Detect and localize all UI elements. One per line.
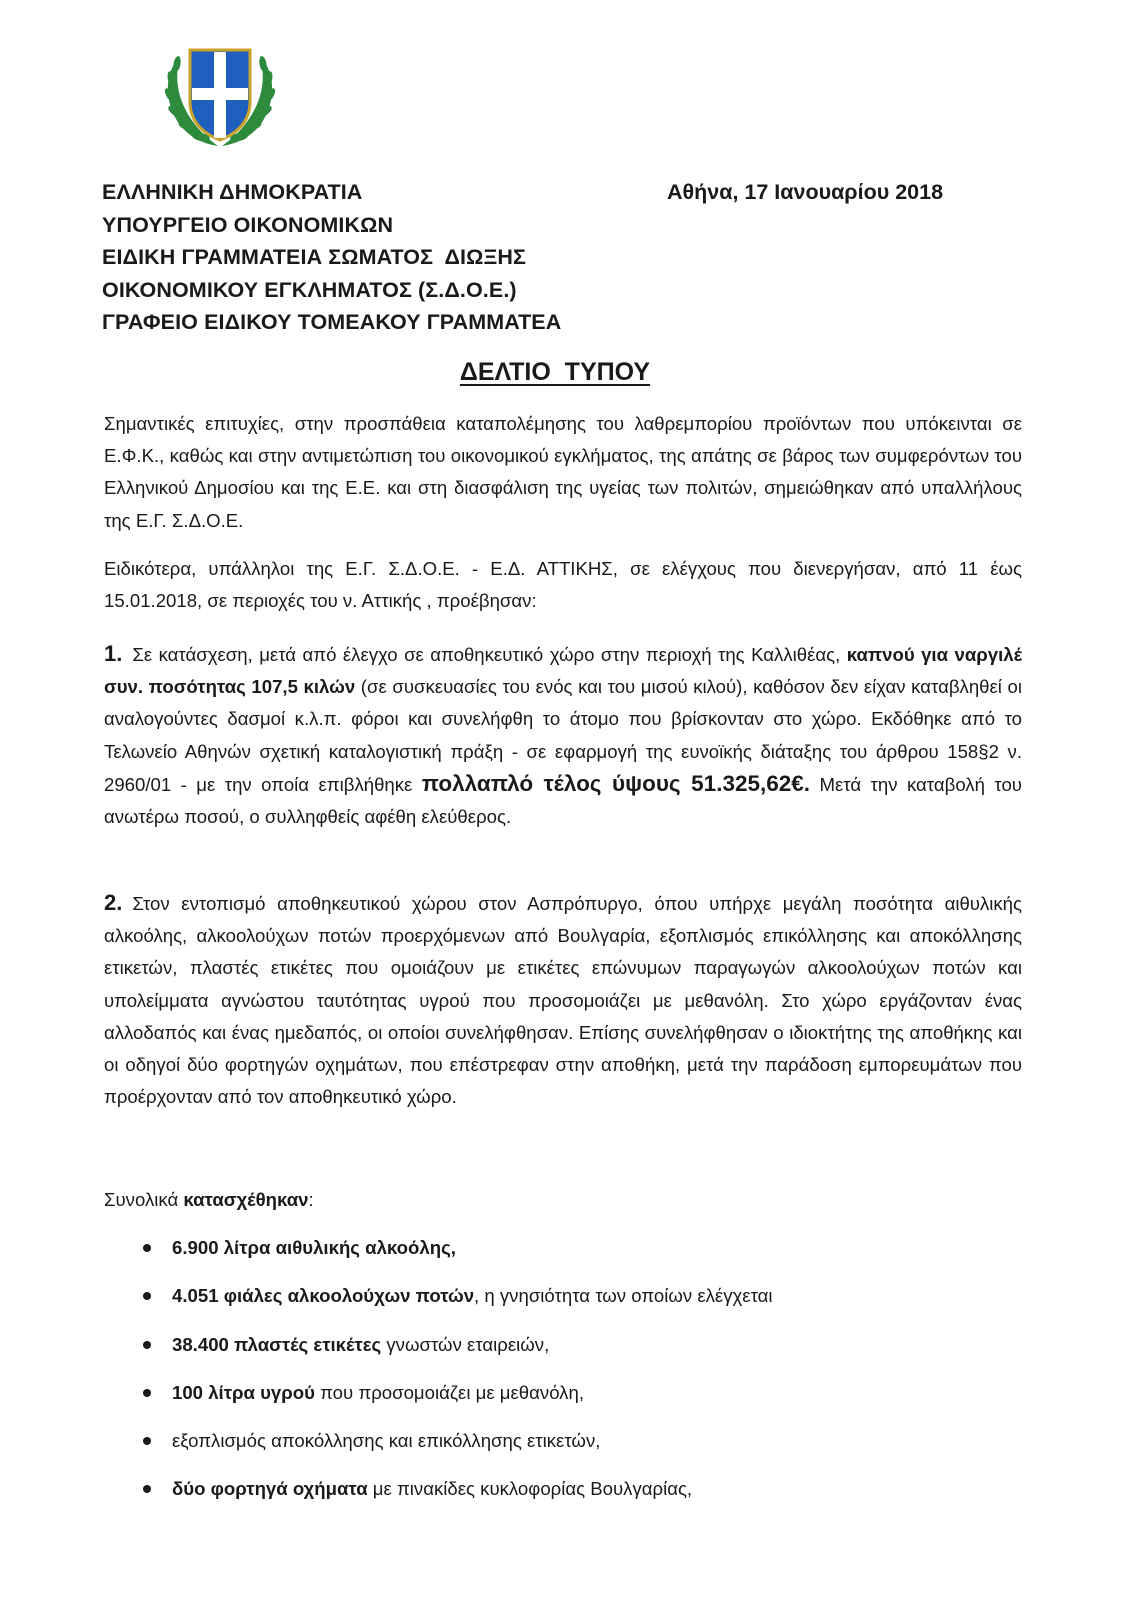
list-item-text: , η γνησιότητα των οποίων ελέγχεται — [474, 1285, 773, 1307]
item-2-text: Στον εντοπισμό αποθηκευτικού χώρου στον Ασπρόπυργο, όπου υπήρχε μεγάλη ποσότητα αιθυλικής αλκοόλης, αλκοολούχων ποτών προερχόμενων από Βουλγαρία, εξοπλισμός επικόλλησης και αποκόλλησης ετικετών, πλαστές ετικέτες που ομοιάζουν με ετικέτες επώνυμων παραγωγών αλκοολούχων ποτών και υπολείμματα αγνώστου ταυτότητας υγρού που προσομοιάζει με μεθανόλη. Στο χώρο εργάζονταν ένας αλλοδαπός και ένας ημεδαπός, οι οποίοι συνελήφθησαν. Επίσης συνελήφθησαν ο ιδιοκτήτης της αποθήκης και οι οδηγοί δύο φορτηγών οχημάτων, που επέστρεφαν στην αποθήκη, μετά την παράδοση εμπορευμάτων που προέρχονταν από τον αποθηκευτικό χώρο. — [104, 893, 1022, 1108]
hellenic-republic-emblem-icon — [160, 40, 280, 152]
bullet-icon — [143, 1485, 151, 1493]
list-item-bold: 4.051 φιάλες αλκοολούχων ποτών — [172, 1285, 475, 1307]
item-1-text-a: Σε κατάσχεση, μετά από έλεγχο σε αποθηκευτικό χώρο στην περιοχή της Καλλιθέας, — [132, 644, 847, 665]
bullet-icon — [143, 1437, 151, 1445]
bullet-icon — [143, 1292, 151, 1300]
list-item-text: γνωστών εταιρειών, — [381, 1333, 550, 1355]
specifics-paragraph: Ειδικότερα, υπάλληλοι της Ε.Γ. Σ.Δ.Ο.Ε. - Ε.Δ. ΑΤΤΙΚΗΣ, σε ελέγχους που διενεργήσαν, από 11 έως 15.01.2018, σε περιοχές του ν. Αττικής , προέβησαν: — [104, 558, 1022, 612]
item-1-text-c: Μετά την καταβολή του ανωτέρω ποσού, ο συλληφθείς αφέθη ελεύθερος. — [104, 773, 1022, 828]
summary-line — [104, 1184, 314, 1216]
item-1-number: 1. — [104, 641, 123, 666]
list-item — [143, 1280, 773, 1328]
seized-items-list — [143, 1232, 773, 1522]
authority-line-2: ΥΠΟΥΡΓΕΙΟ ΟΙΚΟΝΟΜΙΚΩΝ — [102, 212, 394, 237]
bullet-icon — [143, 1341, 151, 1349]
list-item — [143, 1425, 773, 1473]
item-1-text-b: (σε συσκευασίες του ενός και του μισού κιλού), καθόσον δεν είχαν καταβληθεί οι αναλογούντες δασμοί κ.λ.π. φόροι και συνελήφθη το άτομο που βρίσκονταν στο χώρο. Εκδόθηκε από το Τελωνείο Αθηνών σχετική καταλογιστική πράξη - σε εφαρμογή της ευνοϊκής διάταξης του άρθρου 158§2 ν. 2960/01 - με την οποία επιβλήθηκε — [104, 676, 1022, 795]
document-date: Αθήνα, 17 Ιανουαρίου 2018 — [667, 180, 944, 204]
list-item-bold: δύο φορτηγά οχήματα — [172, 1478, 368, 1500]
authority-line-5: ΓΡΑΦΕΙΟ ΕΙΔΙΚΟΥ ΤΟΜΕΑΚΟΥ ΓΡΑΜΜΑΤΕΑ — [102, 310, 562, 334]
item-1-paragraph — [104, 638, 1022, 833]
list-item-text: εξοπλισμός αποκόλλησης και επικόλλησης ετικετών, — [172, 1430, 601, 1452]
item-2-number: 2. — [104, 890, 123, 915]
list-item-bold: 38.400 πλαστές ετικέτες — [172, 1333, 382, 1355]
bullet-icon — [143, 1389, 151, 1397]
bullet-icon — [143, 1244, 151, 1252]
list-item — [143, 1329, 773, 1377]
item-2-paragraph — [104, 887, 1022, 1113]
list-item-bold: 100 λίτρα υγρού — [172, 1381, 315, 1403]
authority-line-4: ΟΙΚΟΝΟΜΙΚΟΥ ΕΓΚΛΗΜΑΤΟΣ (Σ.Δ.Ο.Ε.) — [102, 277, 517, 302]
summary-suffix: : — [308, 1189, 314, 1210]
authority-line-3: ΕΙΔΙΚΗ ΓΡΑΜΜΑΤΕΙΑ ΣΩΜΑΤΟΣ ΔΙΩΞΗΣ — [102, 245, 527, 269]
summary-bold: κατασχέθηκαν — [183, 1189, 309, 1210]
list-item — [143, 1232, 773, 1280]
summary-prefix: Συνολικά — [104, 1189, 184, 1210]
item-1-fee: πολλαπλό τέλος ύψους 51.325,62€. — [421, 770, 811, 796]
document-title: ΔΕΛΤΙΟ ΤΥΠΟΥ — [459, 358, 651, 386]
list-item — [143, 1377, 773, 1425]
list-item-text: που προσομοιάζει με μεθανόλη, — [314, 1381, 584, 1403]
item-1-bold-a: καπνού για ναργιλέ συν. ποσότητας 107,5 κιλών — [104, 644, 1022, 698]
list-item-bold: 6.900 λίτρα αιθυλικής αλκοόλης, — [172, 1237, 456, 1258]
issuing-authority-block — [102, 176, 561, 339]
list-item — [143, 1473, 773, 1521]
intro-paragraph: Σημαντικές επιτυχίες, στην προσπάθεια καταπολέμησης του λαθρεμπορίου προϊόντων που υπόκεινται σε Ε.Φ.Κ., καθώς και στην αντιμετώπιση του οικονομικού εγκλήματος, της απάτης σε βάρος των συμφερόντων του Ελληνικού Δημοσίου και της Ε.Ε. και στη διασφάλιση της υγείας των πολιτών, σημειώθηκαν από υπαλλήλους της Ε.Γ. Σ.Δ.Ο.Ε. — [104, 413, 1022, 531]
authority-line-1: ΕΛΛΗΝΙΚΗ ΔΗΜΟΚΡΑΤΙΑ — [102, 180, 363, 204]
list-item-text: με πινακίδες κυκλοφορίας Βουλγαρίας, — [367, 1478, 693, 1500]
